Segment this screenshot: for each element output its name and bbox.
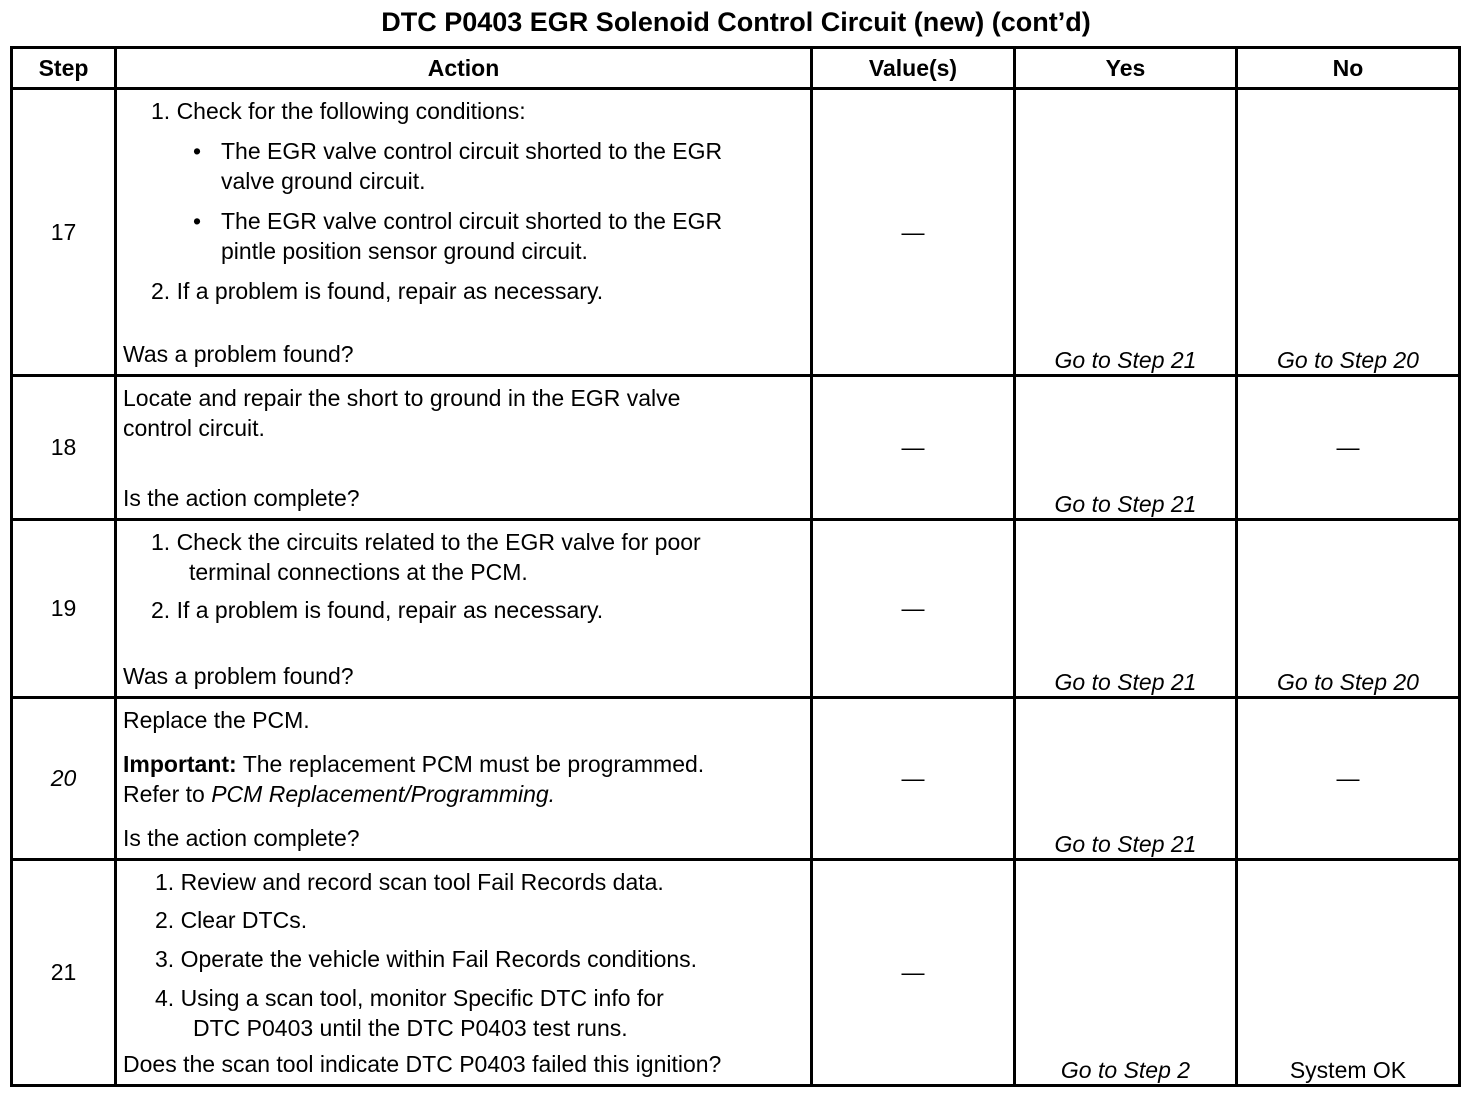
action-question: Was a problem found? (123, 341, 354, 367)
bullet: • (193, 138, 202, 164)
action-line: terminal connections at the PCM. (189, 559, 528, 585)
action-line: 1. Review and record scan tool Fail Records data. (155, 869, 664, 895)
step-number: 21 (12, 860, 116, 1086)
refer-line (123, 781, 555, 807)
step-number: 17 (12, 89, 116, 376)
refer-text: Refer to (123, 781, 205, 807)
no-cell: Go to Step 20 (1237, 520, 1460, 698)
no-cell: System OK (1237, 860, 1460, 1086)
action-line: pintle position sensor ground circuit. (221, 238, 588, 264)
action-line: 2. If a problem is found, repair as necessary. (151, 597, 604, 623)
yes-cell: Go to Step 21 (1015, 376, 1237, 520)
action-line: The EGR valve control circuit shorted to the EGR (221, 138, 723, 164)
action-question: Is the action complete? (123, 825, 360, 851)
action-line: The EGR valve control circuit shorted to the EGR (221, 208, 723, 234)
table-row-step-20 (12, 698, 1460, 860)
value-cell: — (812, 698, 1015, 860)
important-line (123, 751, 704, 777)
bullet: • (193, 208, 202, 234)
no-cell: — (1237, 376, 1460, 520)
step-number: 19 (12, 520, 116, 698)
action-line: 4. Using a scan tool, monitor Specific DTC info for (155, 985, 664, 1011)
action-line: Replace the PCM. (123, 707, 310, 733)
header-action: Action (116, 48, 812, 89)
page-title: DTC P0403 EGR Solenoid Control Circuit (new) (cont’d) (381, 7, 1091, 37)
action-cell (116, 89, 812, 376)
action-cell (116, 860, 812, 1086)
action-line: 2. If a problem is found, repair as necessary. (151, 278, 604, 304)
header-no: No (1237, 48, 1460, 89)
header-values: Value(s) (812, 48, 1015, 89)
action-line: 1. Check for the following conditions: (151, 98, 526, 124)
value-cell: — (812, 520, 1015, 698)
diagnostic-table (10, 46, 1461, 1087)
action-question: Was a problem found? (123, 663, 354, 689)
value-cell: — (812, 89, 1015, 376)
table-row-step-18 (12, 376, 1460, 520)
action-line: valve ground circuit. (221, 168, 426, 194)
step-number: 18 (12, 376, 116, 520)
no-cell: Go to Step 20 (1237, 89, 1460, 376)
action-question: Does the scan tool indicate DTC P0403 failed this ignition? (123, 1051, 722, 1077)
action-cell (116, 698, 812, 860)
action-line: 3. Operate the vehicle within Fail Records conditions. (155, 946, 698, 972)
table-row-step-19 (12, 520, 1460, 698)
action-cell (116, 520, 812, 698)
refer-link: PCM Replacement/Programming. (211, 781, 556, 807)
header-yes: Yes (1015, 48, 1237, 89)
action-cell (116, 376, 812, 520)
table-row-step-21 (12, 860, 1460, 1086)
action-line: 2. Clear DTCs. (155, 907, 308, 933)
yes-cell: Go to Step 21 (1015, 89, 1237, 376)
no-cell: — (1237, 698, 1460, 860)
step-number: 20 (12, 698, 116, 860)
header-step: Step (12, 48, 116, 89)
yes-cell: Go to Step 2 (1015, 860, 1237, 1086)
action-line: DTC P0403 until the DTC P0403 test runs. (193, 1015, 628, 1041)
yes-cell: Go to Step 21 (1015, 520, 1237, 698)
value-cell: — (812, 376, 1015, 520)
yes-cell: Go to Step 21 (1015, 698, 1237, 860)
action-question: Is the action complete? (123, 485, 360, 511)
action-line: 1. Check the circuits related to the EGR valve for poor (151, 529, 701, 555)
action-line: control circuit. (123, 415, 265, 441)
action-line: Locate and repair the short to ground in the EGR valve (123, 385, 681, 411)
value-cell: — (812, 860, 1015, 1086)
header-row (12, 48, 1460, 89)
table-row-step-17 (12, 89, 1460, 376)
important-label: Important: (123, 751, 237, 777)
important-text: The replacement PCM must be programmed. (242, 751, 705, 777)
